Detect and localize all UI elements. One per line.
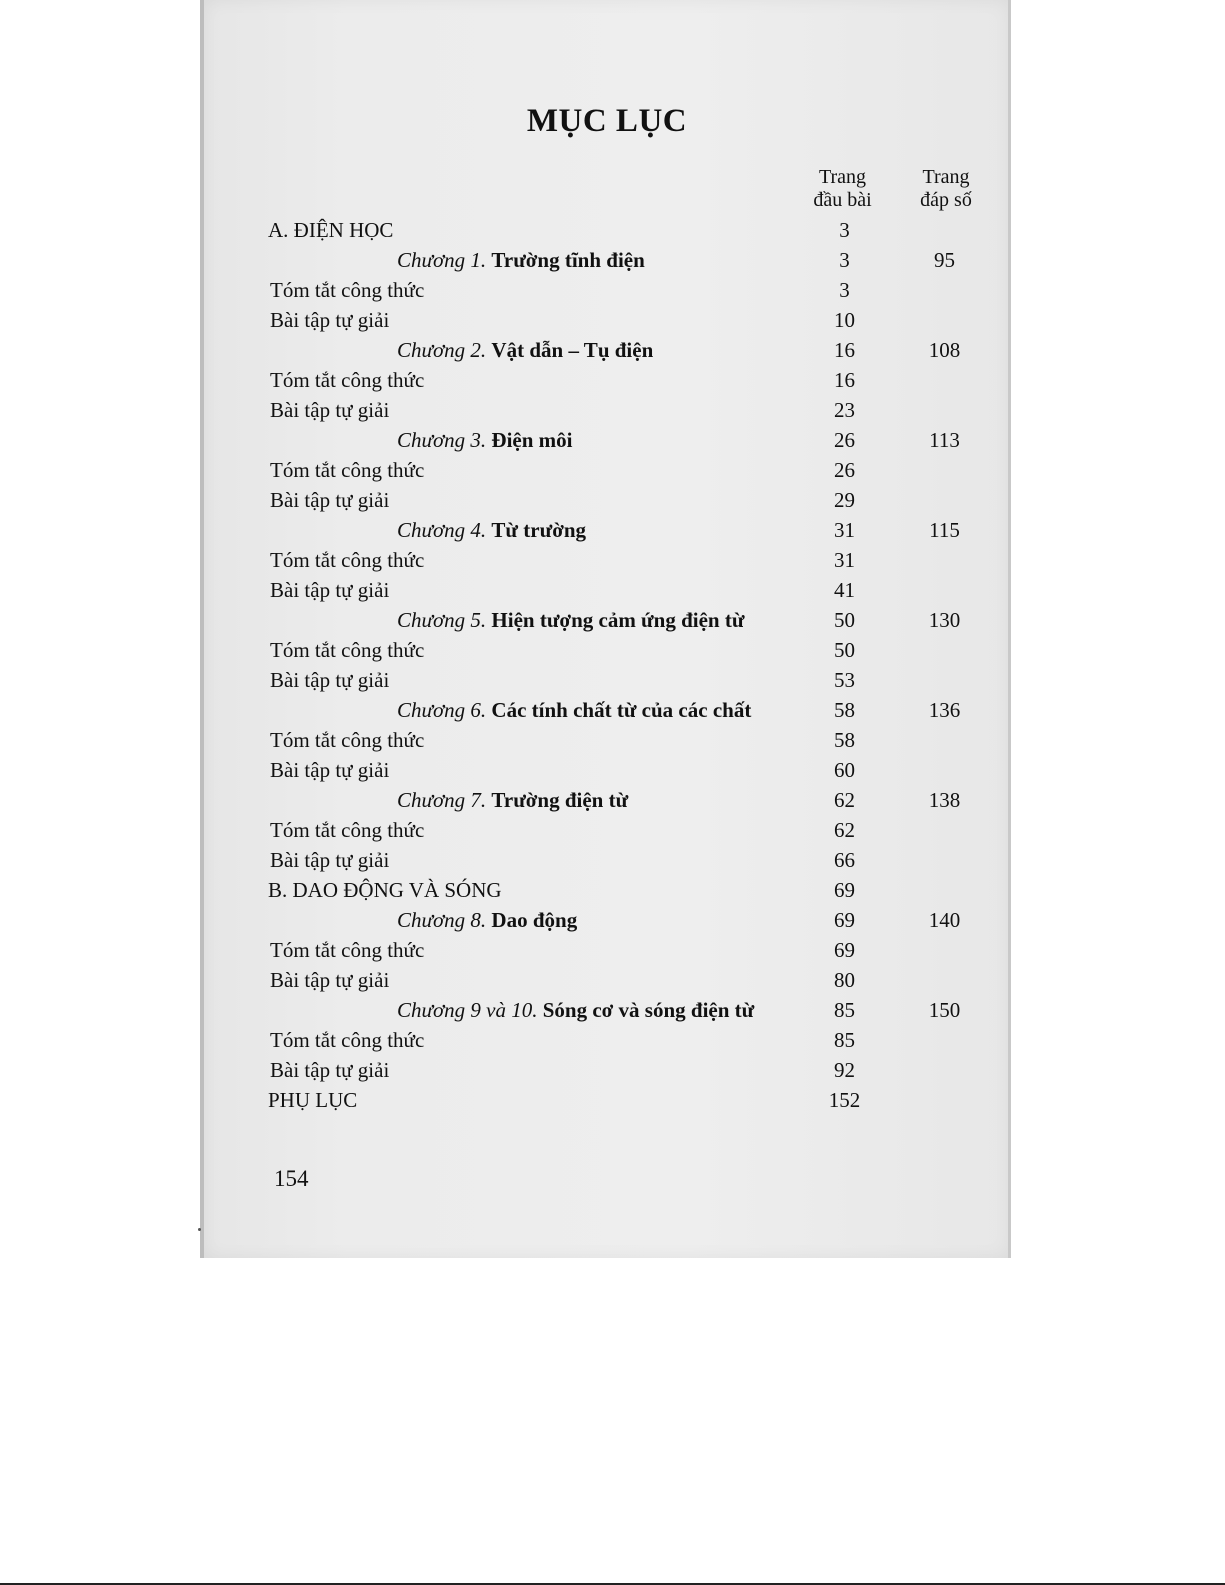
start-page-number: 10 — [834, 308, 855, 332]
toc-item-row — [204, 305, 1010, 335]
start-page-number: 152 — [828, 1088, 861, 1112]
toc-entry-label: Tóm tắt công thức — [270, 368, 425, 392]
toc-entry-label: A. ĐIỆN HỌC — [268, 218, 394, 242]
toc-chapter-row — [204, 695, 1010, 725]
start-page-number: 69 — [834, 878, 855, 902]
chapter-name: Các tính chất từ của các chất — [491, 698, 752, 722]
toc-item-row — [204, 965, 1010, 995]
start-page-number: 85 — [834, 998, 855, 1022]
column-header-answer-page: Trang đáp số — [920, 166, 972, 211]
answer-page-number: 113 — [929, 428, 960, 452]
start-page-number: 3 — [839, 278, 850, 302]
chapter-name: Từ trường — [491, 518, 587, 542]
start-page-number: 3 — [839, 218, 850, 242]
answer-page-number: 108 — [928, 338, 961, 362]
toc-item-row — [204, 365, 1010, 395]
toc-chapter-row — [204, 245, 1010, 275]
chapter-name: Điện môi — [491, 428, 573, 452]
start-page-number: 50 — [834, 608, 855, 632]
chapter-name: Trường tĩnh điện — [491, 248, 645, 272]
chapter-name: Vật dẫn – Tụ điện — [491, 338, 654, 362]
toc-chapter-row — [204, 785, 1010, 815]
answer-page-number: 150 — [928, 998, 961, 1022]
toc-section-row — [204, 875, 1010, 905]
chapter-name: Trường điện từ — [491, 788, 629, 812]
toc-list — [204, 215, 1010, 1115]
toc-chapter-row — [204, 995, 1010, 1025]
toc-entry-label: PHỤ LỤC — [268, 1088, 358, 1112]
start-page-number: 41 — [834, 578, 855, 602]
scanned-page — [204, 0, 1010, 1258]
toc-entry-label: Tóm tắt công thức — [270, 548, 425, 572]
toc-entry-label — [397, 995, 754, 1025]
answer-page-number: 95 — [934, 248, 955, 272]
toc-entry-label: Tóm tắt công thức — [270, 938, 425, 962]
toc-entry-label: Bài tập tự giải — [270, 308, 390, 332]
toc-entry-label — [397, 695, 751, 725]
toc-entry-label — [397, 245, 645, 275]
toc-item-row — [204, 935, 1010, 965]
chapter-prefix: Chương 4. — [397, 518, 492, 542]
chapter-name: Sóng cơ và sóng điện từ — [542, 998, 755, 1022]
answer-page-number: 140 — [928, 908, 961, 932]
toc-item-row — [204, 665, 1010, 695]
toc-entry-label: Tóm tắt công thức — [270, 638, 425, 662]
toc-chapter-row — [204, 605, 1010, 635]
toc-entry-label: Bài tập tự giải — [270, 668, 390, 692]
toc-entry-label: Bài tập tự giải — [270, 848, 390, 872]
page-number: 154 — [274, 1166, 309, 1191]
start-page-number: 29 — [834, 488, 855, 512]
chapter-prefix: Chương 2. — [397, 338, 492, 362]
scan-speck — [198, 1228, 201, 1231]
toc-item-row — [204, 755, 1010, 785]
start-page-number: 16 — [834, 338, 855, 362]
start-page-number: 58 — [834, 698, 855, 722]
toc-entry-label: Tóm tắt công thức — [270, 728, 425, 752]
toc-item-row — [204, 485, 1010, 515]
toc-item-row — [204, 545, 1010, 575]
start-page-number: 92 — [834, 1058, 855, 1082]
chapter-name: Dao động — [491, 908, 578, 932]
chapter-prefix: Chương 6. — [397, 698, 492, 722]
toc-entry-label: Tóm tắt công thức — [270, 818, 425, 842]
toc-item-row — [204, 725, 1010, 755]
toc-entry-label — [397, 605, 744, 635]
toc-entry-label: Tóm tắt công thức — [270, 1028, 425, 1052]
toc-entry-label: Bài tập tự giải — [270, 398, 390, 422]
answer-page-number: 138 — [928, 788, 961, 812]
toc-item-row — [204, 575, 1010, 605]
toc-entry-label — [397, 335, 653, 365]
page-right-edge — [1008, 0, 1011, 1258]
start-page-number: 53 — [834, 668, 855, 692]
toc-entry-label: Bài tập tự giải — [270, 488, 390, 512]
toc-entry-label: Tóm tắt công thức — [270, 278, 425, 302]
start-page-number: 80 — [834, 968, 855, 992]
toc-item-row — [204, 1055, 1010, 1085]
start-page-number: 3 — [839, 248, 850, 272]
start-page-number: 60 — [834, 758, 855, 782]
start-page-number: 31 — [834, 518, 855, 542]
start-page-number: 31 — [834, 548, 855, 572]
toc-entry-label: B. DAO ĐỘNG VÀ SÓNG — [268, 878, 502, 902]
chapter-prefix: Chương 1. — [397, 248, 492, 272]
start-page-number: 85 — [834, 1028, 855, 1052]
toc-section-row — [204, 1085, 1010, 1115]
start-page-number: 16 — [834, 368, 855, 392]
toc-item-row — [204, 815, 1010, 845]
chapter-prefix: Chương 5. — [397, 608, 492, 632]
start-page-number: 23 — [834, 398, 855, 422]
chapter-prefix: Chương 7. — [397, 788, 492, 812]
toc-chapter-row — [204, 905, 1010, 935]
toc-item-row — [204, 1025, 1010, 1055]
chapter-prefix: Chương 3. — [397, 428, 492, 452]
page-title: MỤC LỤC — [526, 103, 688, 139]
start-page-number: 69 — [834, 908, 855, 932]
toc-chapter-row — [204, 335, 1010, 365]
chapter-name: Hiện tượng cảm ứng điện từ — [491, 608, 745, 632]
toc-item-row — [204, 845, 1010, 875]
toc-entry-label: Bài tập tự giải — [270, 758, 390, 782]
toc-item-row — [204, 395, 1010, 425]
start-page-number: 66 — [834, 848, 855, 872]
toc-entry-label: Bài tập tự giải — [270, 578, 390, 602]
start-page-number: 26 — [834, 428, 855, 452]
toc-item-row — [204, 635, 1010, 665]
toc-entry-label: Tóm tắt công thức — [270, 458, 425, 482]
answer-page-number: 130 — [928, 608, 961, 632]
toc-entry-label — [397, 425, 573, 455]
toc-section-row — [204, 215, 1010, 245]
answer-page-number: 136 — [928, 698, 961, 722]
toc-item-row — [204, 455, 1010, 485]
toc-item-row — [204, 275, 1010, 305]
start-page-number: 69 — [834, 938, 855, 962]
chapter-prefix: Chương 8. — [397, 908, 492, 932]
column-header-start-page: Trang đầu bài — [813, 166, 872, 211]
chapter-prefix: Chương 9 và 10. — [397, 998, 543, 1022]
start-page-number: 62 — [834, 818, 855, 842]
toc-entry-label — [397, 905, 577, 935]
toc-chapter-row — [204, 515, 1010, 545]
answer-page-number: 115 — [929, 518, 960, 542]
start-page-number: 62 — [834, 788, 855, 812]
start-page-number: 58 — [834, 728, 855, 752]
toc-entry-label — [397, 785, 628, 815]
toc-chapter-row — [204, 425, 1010, 455]
toc-entry-label: Bài tập tự giải — [270, 1058, 390, 1082]
start-page-number: 26 — [834, 458, 855, 482]
start-page-number: 50 — [834, 638, 855, 662]
toc-entry-label — [397, 515, 586, 545]
toc-entry-label: Bài tập tự giải — [270, 968, 390, 992]
